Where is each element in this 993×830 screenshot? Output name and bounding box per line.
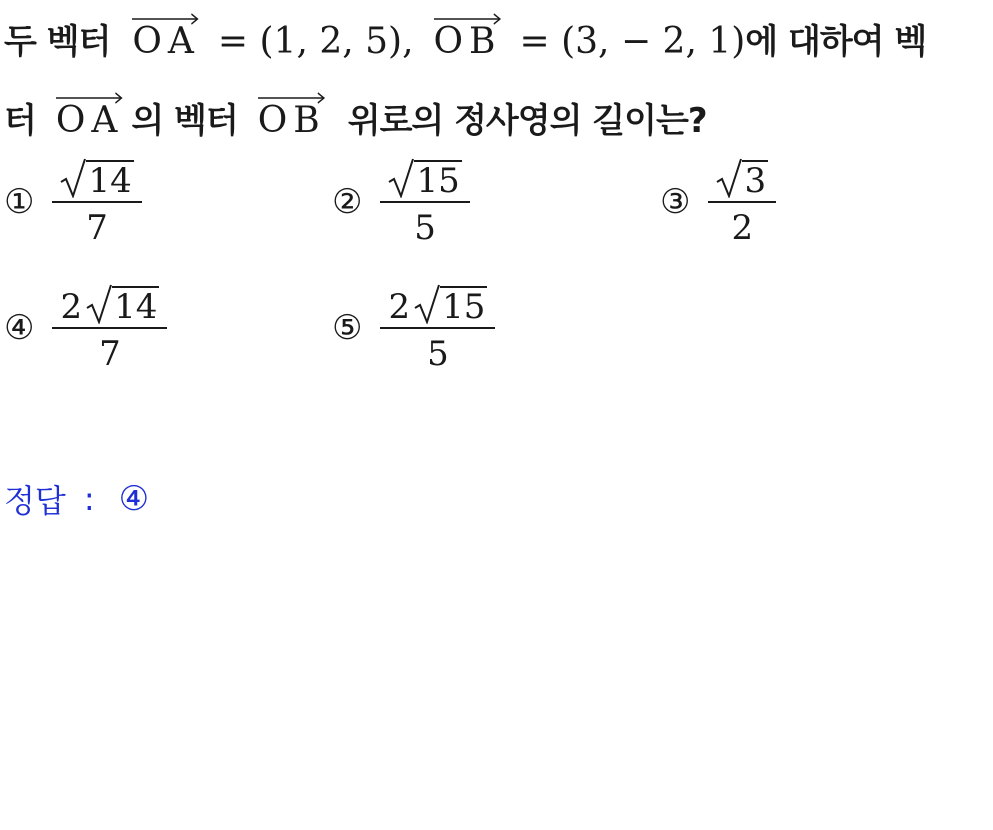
fraction (708, 158, 776, 248)
fraction (380, 158, 469, 248)
square-root (716, 158, 768, 201)
fraction (380, 284, 495, 374)
choice-marker: ⑤ (332, 307, 363, 348)
vector-ob-label: OB (257, 100, 326, 141)
question-middle: 의 벡터 (131, 101, 238, 141)
vector-arrow-icon (258, 92, 326, 104)
vector-ob-value: = (3, − 2, 1) (519, 21, 746, 62)
radicand: 15 (442, 287, 486, 327)
choice-4[interactable] (4, 284, 167, 374)
vector-oa (132, 19, 200, 62)
choice-marker: ③ (660, 181, 691, 222)
vector-ob (258, 98, 326, 141)
question-prefix-2: 터 (4, 101, 36, 141)
answer-line (4, 476, 149, 522)
question-line-2 (4, 93, 707, 142)
numerator (380, 158, 469, 203)
coefficient: 2 (60, 287, 83, 327)
vector-arrow-icon (132, 13, 200, 25)
radical-sign-icon (388, 158, 414, 198)
vector-arrow-icon (434, 13, 502, 25)
coefficient: 2 (388, 287, 411, 327)
numerator (52, 158, 141, 203)
fraction (52, 158, 141, 248)
denominator: 7 (86, 208, 108, 248)
numerator (708, 158, 776, 203)
answer-value: ④ (118, 479, 150, 519)
denominator: 5 (427, 334, 449, 374)
answer-colon: : (83, 480, 95, 518)
choice-3[interactable] (660, 158, 776, 248)
radicand: 15 (416, 161, 460, 201)
denominator: 5 (414, 208, 436, 248)
fraction (52, 284, 167, 374)
choice-marker: ① (4, 181, 35, 222)
square-root (414, 284, 487, 327)
denominator: 7 (99, 334, 121, 374)
vector-oa-label: OA (55, 100, 124, 141)
square-root (86, 284, 159, 327)
choice-2[interactable] (332, 158, 470, 248)
square-root (388, 158, 461, 201)
vector-oa-value: = (1, 2, 5), (217, 21, 414, 62)
radical-sign-icon (414, 284, 440, 324)
answer-label: 정답 (4, 482, 66, 520)
choice-marker: ② (332, 181, 363, 222)
question-suffix-2: 위로의 정사영의 길이는? (347, 101, 707, 141)
vector-arrow-icon (56, 92, 124, 104)
choice-5[interactable] (332, 284, 495, 374)
vector-oa (56, 98, 124, 141)
numerator (380, 284, 495, 329)
question-line-1 (4, 14, 926, 63)
radicand: 3 (744, 161, 767, 201)
vector-oa-label: OA (132, 21, 200, 62)
radical-sign-icon (86, 284, 112, 324)
vector-ob-label: OB (433, 21, 502, 62)
radicand: 14 (114, 287, 158, 327)
radicand: 14 (88, 161, 132, 201)
vector-ob (434, 19, 502, 62)
denominator: 2 (731, 208, 754, 248)
radical-sign-icon (60, 158, 86, 198)
choice-marker: ④ (4, 307, 35, 348)
choice-1[interactable] (4, 158, 142, 248)
radical-sign-icon (716, 158, 742, 198)
square-root (60, 158, 133, 201)
question-suffix: 에 대하여 벡 (745, 22, 927, 62)
numerator (52, 284, 167, 329)
question-prefix: 두 벡터 (4, 22, 111, 62)
